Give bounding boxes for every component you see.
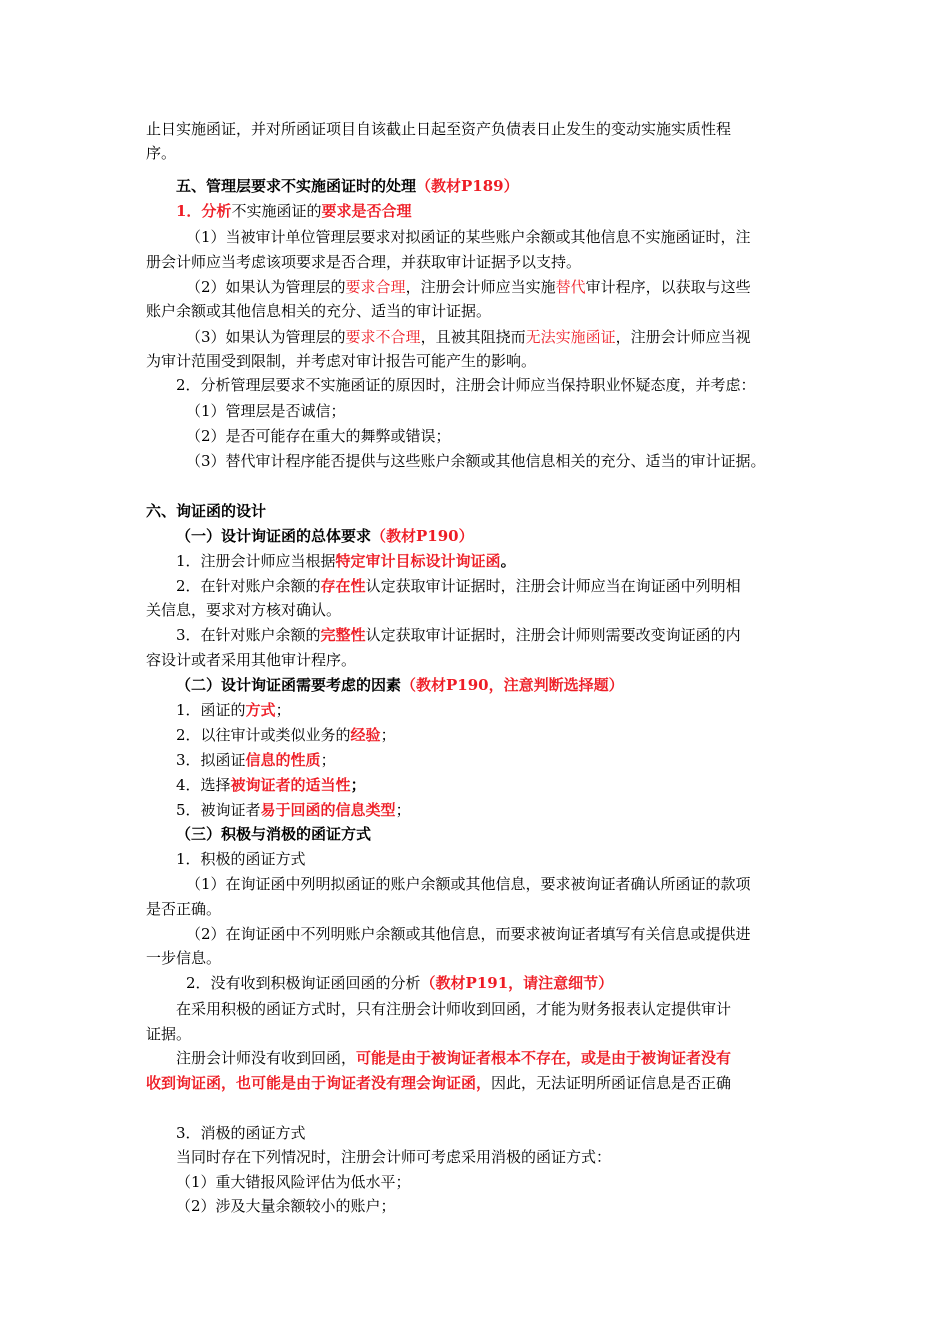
- emphasis-text: （教材P191，请注意细节）: [420, 974, 614, 992]
- emphasis-text: 六、询证函的设计: [146, 502, 267, 520]
- body-text: 审计程序，以获取与这些: [585, 278, 751, 296]
- text-line: [146, 948, 221, 968]
- body-text: ；: [395, 801, 411, 819]
- text-line: [176, 375, 756, 395]
- text-line: [146, 600, 341, 620]
- text-line: [186, 924, 751, 944]
- text-line: [176, 576, 741, 596]
- body-text: 不实施函证的: [231, 202, 322, 220]
- emphasis-text: 收到询证函，也可能是由于询证者没有理会询证函，: [146, 1074, 492, 1092]
- emphasis-text: 可能是由于被询证者根本不存在，或是由于被询证者没有: [356, 1049, 732, 1067]
- text-line: [176, 176, 519, 196]
- body-text: ；: [275, 701, 291, 719]
- body-text: （2）在询证函中不列明账户余额或其他信息，而要求被询证者填写有关信息或提供进: [186, 925, 751, 943]
- text-line: [186, 426, 451, 446]
- emphasis-text: （一）设计询证函的总体要求: [176, 527, 372, 545]
- text-line: [146, 351, 536, 371]
- body-text: （2）如果认为管理层的: [186, 278, 346, 296]
- text-line: [176, 750, 336, 770]
- text-line: [186, 327, 751, 347]
- text-line: [176, 1147, 611, 1167]
- text-line: [186, 401, 346, 421]
- body-text: （1）当被审计单位管理层要求对拟函证的某些账户余额或其他信息不实施函证时，注: [186, 228, 751, 246]
- emphasis-text: （二）设计询证函需要考虑的因素: [176, 676, 402, 694]
- emphasis-text: 存在性: [320, 577, 366, 595]
- text-line: [146, 501, 266, 521]
- text-line: [146, 252, 581, 272]
- body-text: 1．函证的: [176, 701, 246, 719]
- body-text: （1）重大错报风险评估为低水平；: [176, 1173, 411, 1191]
- emphasis-text: 经验: [350, 726, 381, 744]
- emphasis-text: （教材P190，注意判断选择题）: [401, 676, 624, 694]
- body-text: 册会计师应当考虑该项要求是否合理，并获取审计证据予以支持。: [146, 253, 582, 271]
- text-line: [186, 874, 751, 894]
- text-line: [176, 201, 411, 221]
- body-text: 3．消极的函证方式: [176, 1124, 306, 1142]
- body-text: 3．在针对账户余额的: [176, 626, 321, 644]
- body-text: 2．在针对账户余额的: [176, 577, 321, 595]
- text-line: [176, 800, 411, 820]
- body-text: ，注册会计师应当视: [615, 328, 751, 346]
- text-line: [176, 675, 624, 695]
- body-text: 序。: [146, 144, 177, 162]
- body-text: ，注册会计师应当实施: [405, 278, 556, 296]
- emphasis-text: 。: [500, 552, 516, 570]
- emphasis-text: 方式: [245, 701, 276, 719]
- emphasis-text: 无法实施函证: [525, 328, 616, 346]
- body-text: （1）在询证函中列明拟函证的账户余额或其他信息，要求被询证者确认所函证的款项: [186, 875, 751, 893]
- body-text: 2．以往审计或类似业务的: [176, 726, 351, 744]
- text-line: [146, 1073, 731, 1093]
- body-text: 4．选择: [176, 776, 231, 794]
- text-line: [186, 227, 751, 247]
- text-line: [176, 700, 291, 720]
- emphasis-text: （教材P190）: [371, 527, 474, 545]
- text-line: [186, 451, 766, 471]
- body-text: 账户余额或其他信息相关的充分、适当的审计证据。: [146, 302, 492, 320]
- body-text: 认定获取审计证据时，注册会计师则需要改变询证函的内: [365, 626, 741, 644]
- body-text: 止日实施函证，并对所函证项目自该截止日起至资产负债表日止发生的变动实施实质性程: [146, 120, 732, 138]
- text-line: [146, 899, 221, 919]
- text-line: [176, 1172, 411, 1192]
- body-text: （2）是否可能存在重大的舞弊或错误；: [186, 427, 451, 445]
- text-line: [186, 277, 751, 297]
- emphasis-text: （三）积极与消极的函证方式: [176, 825, 372, 843]
- emphasis-text: 1．分析: [176, 202, 232, 220]
- emphasis-text: ；: [350, 776, 366, 794]
- body-text: 1．积极的函证方式: [176, 850, 306, 868]
- text-line: [146, 143, 176, 163]
- body-text: ；: [320, 751, 336, 769]
- emphasis-text: 完整性: [320, 626, 366, 644]
- body-text: 5．被询证者: [176, 801, 261, 819]
- text-line: [176, 849, 306, 869]
- body-text: 在采用积极的函证方式时，只有注册会计师收到回函，才能为财务报表认定提供审计: [176, 1000, 732, 1018]
- text-line: [186, 973, 613, 993]
- body-text: ，且被其阻挠而: [420, 328, 526, 346]
- text-line: [176, 625, 741, 645]
- text-line: [146, 119, 731, 139]
- body-text: （3）替代审计程序能否提供与这些账户余额或其他信息相关的充分、适当的审计证据。: [186, 452, 766, 470]
- body-text: 一步信息。: [146, 949, 222, 967]
- text-line: [176, 1123, 306, 1143]
- body-text: （1）管理层是否诚信；: [186, 402, 346, 420]
- text-line: [176, 526, 474, 546]
- text-line: [176, 824, 371, 844]
- text-line: [176, 1048, 731, 1068]
- body-text: 注册会计师没有收到回函，: [176, 1049, 357, 1067]
- emphasis-text: 被询证者的适当性: [230, 776, 351, 794]
- text-line: [176, 725, 396, 745]
- emphasis-text: 信息的性质: [245, 751, 321, 769]
- emphasis-text: 替代: [555, 278, 586, 296]
- body-text: （3）如果认为管理层的: [186, 328, 346, 346]
- text-line: [176, 1196, 396, 1216]
- emphasis-text: 易于回函的信息类型: [260, 801, 396, 819]
- emphasis-text: 要求合理: [345, 278, 406, 296]
- emphasis-text: 特定审计目标设计询证函: [335, 552, 501, 570]
- body-text: 是否正确。: [146, 900, 222, 918]
- text-line: [176, 999, 731, 1019]
- text-line: [146, 301, 491, 321]
- text-line: [176, 551, 516, 571]
- body-text: ；: [380, 726, 396, 744]
- text-line: [146, 650, 356, 670]
- body-text: 3．拟函证: [176, 751, 246, 769]
- body-text: 关信息，要求对方核对确认。: [146, 601, 342, 619]
- body-text: 1．注册会计师应当根据: [176, 552, 336, 570]
- text-line: [176, 775, 366, 795]
- text-line: [146, 1024, 191, 1044]
- emphasis-text: 要求不合理: [345, 328, 421, 346]
- body-text: 2．没有收到积极询证函回函的分析: [186, 974, 421, 992]
- body-text: 当同时存在下列情况时，注册会计师可考虑采用消极的函证方式：: [176, 1148, 612, 1166]
- body-text: （2）涉及大量余额较小的账户；: [176, 1197, 396, 1215]
- emphasis-text: （教材P189）: [416, 177, 519, 195]
- body-text: 为审计范围受到限制，并考虑对审计报告可能产生的影响。: [146, 352, 537, 370]
- body-text: 因此，无法证明所函证信息是否正确: [491, 1074, 732, 1092]
- emphasis-text: 要求是否合理: [321, 202, 412, 220]
- body-text: 2．分析管理层要求不实施函证的原因时，注册会计师应当保持职业怀疑态度，并考虑：: [176, 376, 756, 394]
- body-text: 证据。: [146, 1025, 192, 1043]
- body-text: 容设计或者采用其他审计程序。: [146, 651, 357, 669]
- body-text: 认定获取审计证据时，注册会计师应当在询证函中列明相: [365, 577, 741, 595]
- emphasis-text: 五、管理层要求不实施函证时的处理: [176, 177, 417, 195]
